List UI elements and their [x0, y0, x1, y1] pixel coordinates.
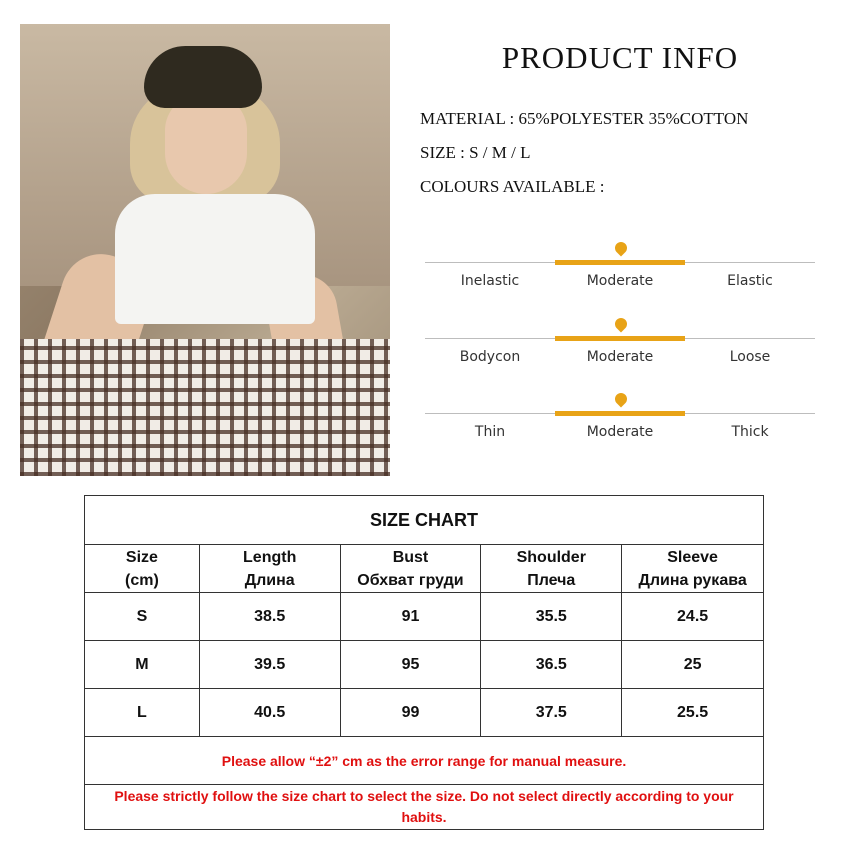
material-line: MATERIAL : 65%POLYESTER 35%COTTON: [420, 109, 749, 128]
cell-bust: 99: [340, 689, 481, 737]
scale-highlight: [555, 336, 685, 341]
scale-label-middle: Moderate: [586, 349, 654, 365]
location-pin-icon: [613, 316, 630, 333]
error-range-note: Please allow “±2” cm as the error range for manual measure.: [85, 737, 764, 785]
thickness-scale: [425, 391, 815, 441]
product-photo: [20, 24, 390, 476]
header-bust: Bust Обхват груди: [340, 545, 481, 593]
header-length: Length Длина: [199, 545, 340, 593]
scale-label-right: Thick: [731, 424, 769, 440]
beret-hat: [144, 46, 262, 108]
white-crop-shirt: [115, 194, 315, 324]
cell-length: 38.5: [199, 593, 340, 641]
location-pin-icon: [613, 240, 630, 257]
header-size: Size (cm): [85, 545, 200, 593]
cell-size: M: [85, 641, 200, 689]
table-row: [85, 689, 764, 737]
scale-highlight: [555, 260, 685, 265]
table-row: [85, 593, 764, 641]
scale-label-right: Elastic: [727, 273, 773, 289]
cell-shoulder: 36.5: [481, 641, 622, 689]
location-pin-icon: [613, 391, 630, 408]
size-chart-header-row: [85, 545, 764, 593]
product-info-title: PRODUCT INFO: [501, 40, 739, 75]
cell-sleeve: 24.5: [622, 593, 764, 641]
size-advice-note: Please strictly follow the size chart to select the size. Do not select directly according to your habits.: [85, 785, 764, 830]
scale-label-middle: Moderate: [586, 424, 654, 440]
cell-shoulder: 37.5: [481, 689, 622, 737]
cell-bust: 95: [340, 641, 481, 689]
cell-sleeve: 25: [622, 641, 764, 689]
cell-sleeve: 25.5: [622, 689, 764, 737]
elasticity-scale: [425, 240, 815, 290]
size-chart-title: SIZE CHART: [85, 496, 764, 545]
size-chart-table: [84, 495, 764, 830]
table-row: [85, 641, 764, 689]
plaid-pants: [20, 339, 390, 476]
header-sleeve: Sleeve Длина рукава: [622, 545, 764, 593]
cell-length: 39.5: [199, 641, 340, 689]
fit-scale: [425, 316, 815, 366]
cell-size: S: [85, 593, 200, 641]
cell-size: L: [85, 689, 200, 737]
model-face: [165, 94, 247, 194]
scale-highlight: [555, 411, 685, 416]
colours-line: COLOURS AVAILABLE :: [420, 177, 605, 196]
size-line: SIZE : S / M / L: [420, 143, 531, 162]
scale-label-left: Bodycon: [459, 349, 521, 365]
cell-bust: 91: [340, 593, 481, 641]
scale-label-middle: Moderate: [586, 273, 654, 289]
scale-label-right: Loose: [729, 349, 771, 365]
cell-length: 40.5: [199, 689, 340, 737]
scale-label-left: Inelastic: [460, 273, 520, 289]
cell-shoulder: 35.5: [481, 593, 622, 641]
scale-label-left: Thin: [474, 424, 506, 440]
header-shoulder: Shoulder Плеча: [481, 545, 622, 593]
